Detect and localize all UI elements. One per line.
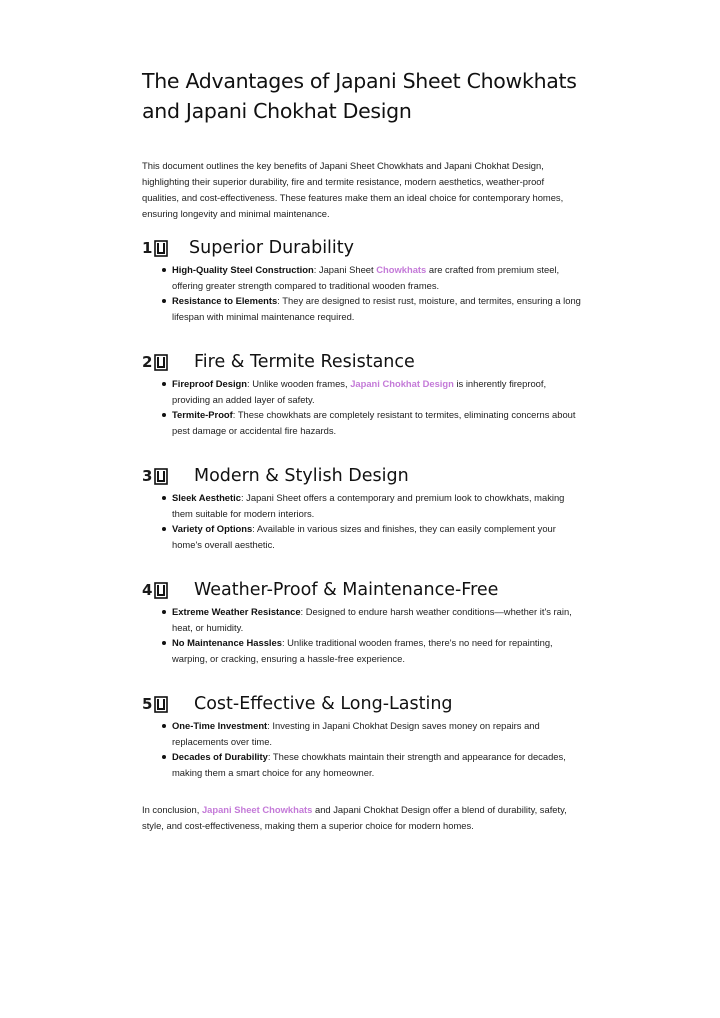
bullet-item: [142, 521, 582, 552]
section-heading: [142, 578, 582, 602]
section-bullets: [142, 376, 582, 438]
bullet-text-post: is inherently fireproof, providing an added layer of safety.: [172, 378, 547, 405]
bullet-term: No Maintenance Hassles: [172, 637, 282, 648]
conclusion-paragraph: [142, 802, 582, 834]
bullet-text: : Investing in Japani Chokhat Design saves money on repairs and replacements over time.: [172, 720, 540, 747]
bullet-term: Fireproof Design: [172, 378, 248, 389]
bullet-term: Resistance to Elements: [172, 295, 278, 306]
conclusion-link[interactable]: Japani Sheet Chowkhats: [201, 804, 313, 815]
document-content: [142, 66, 582, 843]
bullet-text: : Unlike traditional wooden frames, there's no need for repainting, warping, or cracking, ensuring a hassle-free experience.: [172, 637, 553, 664]
section-title: Modern & Stylish Design: [194, 466, 409, 486]
section-number: 5: [142, 695, 153, 713]
bullet-text: : They are designed to resist rust, moisture, and termites, ensuring a long lifespan with minimal maintenance required.: [172, 295, 581, 322]
bullet-text: : Japani Sheet offers a contemporary and premium look to chowkhats, making them suitable for modern interiors.: [172, 492, 565, 519]
section-bullets: [142, 262, 582, 324]
bullet-text: : Designed to endure harsh weather conditions—whether it's rain, heat, or humidity.: [172, 606, 572, 633]
section-title: Weather-Proof & Maintenance-Free: [194, 580, 499, 600]
bullet-term: Variety of Options: [172, 523, 253, 534]
section-heading: [142, 692, 582, 716]
bullet-text-post: are crafted from premium steel, offering greater strength compared to traditional wooden frames.: [172, 264, 560, 291]
intro-paragraph: This document outlines the key benefits of Japani Sheet Chowkhats and Japani Chokhat Design, highlighting their superior durability, fire and termite resistance, modern aesthetics, weather-proof qualities, and cost-effectiveness. These features make them an ideal choice for contemporary homes, ensuring longevity and minimal maintenance.: [142, 160, 564, 219]
section-bullets: [142, 490, 582, 552]
bullet-item: [142, 749, 582, 780]
bullet-item: [142, 718, 582, 749]
section-number: 3: [142, 467, 153, 485]
bullet-text: : Japani Sheet: [313, 264, 377, 275]
section-title: Cost-Effective & Long-Lasting: [194, 694, 453, 714]
bullet-item: [142, 635, 582, 666]
section-2: [142, 350, 582, 438]
bullet-item: [142, 262, 582, 293]
bullet-term: High-Quality Steel Construction: [172, 264, 314, 275]
conclusion-pre: In conclusion,: [142, 804, 202, 815]
bullet-text: : Unlike wooden frames,: [247, 378, 351, 389]
keycap-icon: [154, 468, 168, 485]
section-number: 1: [142, 239, 153, 257]
section-heading: [142, 464, 582, 488]
bullet-text: : Available in various sizes and finishes, they can easily complement your home's overall aesthetic.: [172, 523, 556, 550]
bullet-term: Extreme Weather Resistance: [172, 606, 301, 617]
section-3: [142, 464, 582, 552]
bullet-term: Sleek Aesthetic: [172, 492, 241, 503]
section-1: [142, 236, 582, 324]
section-heading: [142, 350, 582, 374]
section-title: Fire & Termite Resistance: [194, 352, 415, 372]
bullet-text: : These chowkhats maintain their strength and appearance for decades, making them a smart choice for any homeowner.: [172, 751, 566, 778]
bullet-term: Termite-Proof: [172, 409, 233, 420]
section-number: 2: [142, 353, 153, 371]
bullet-link[interactable]: Japani Chokhat Design: [350, 378, 454, 389]
keycap-icon: [154, 354, 168, 371]
bullet-link[interactable]: Chowkhats: [376, 264, 427, 275]
bullet-text: : These chowkhats are completely resistant to termites, eliminating concerns about pest damage or accidental fire hazards.: [172, 409, 576, 436]
conclusion-post: and Japani Chokhat Design offer a blend of durability, safety, style, and cost-effectiveness, making them a superior choice for modern homes.: [142, 804, 567, 831]
bullet-item: [142, 490, 582, 521]
section-heading: [142, 236, 582, 260]
bullet-item: [142, 407, 582, 438]
bullet-item: [142, 376, 582, 407]
section-bullets: [142, 718, 582, 780]
sections-list: [142, 236, 582, 780]
section-number: 4: [142, 581, 153, 599]
bullet-item: [142, 293, 582, 324]
section-title: Superior Durability: [189, 238, 354, 258]
bullet-term: Decades of Durability: [172, 751, 268, 762]
bullet-item: [142, 604, 582, 635]
bullet-term: One-Time Investment: [172, 720, 268, 731]
section-bullets: [142, 604, 582, 666]
keycap-icon: [154, 696, 168, 713]
section-5: [142, 692, 582, 780]
section-4: [142, 578, 582, 666]
keycap-icon: [154, 582, 168, 599]
document-title: The Advantages of Japani Sheet Chowkhats and Japani Chokhat Design: [142, 69, 577, 123]
keycap-icon: [154, 240, 168, 257]
